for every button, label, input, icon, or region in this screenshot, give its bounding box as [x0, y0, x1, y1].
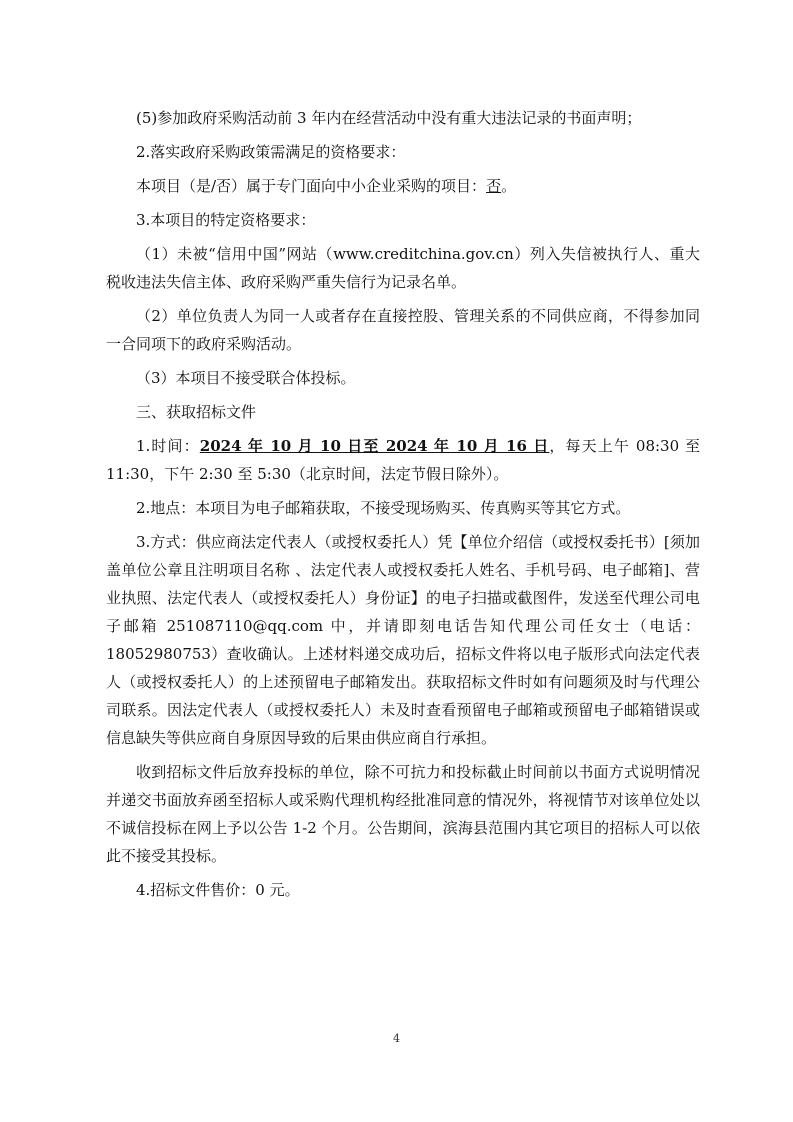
- paragraph-location: 2.地点：本项目为电子邮箱获取，不接受现场购买、传真购买等其它方式。: [136, 499, 631, 517]
- section-heading: 三、获取招标文件: [136, 403, 257, 421]
- paragraph-7: （3）本项目不接受联合体投标。: [136, 369, 356, 387]
- paragraph-2: 2.落实政府采购政策需满足的资格要求：: [136, 143, 406, 161]
- paragraph-5: （1）未被“信用中国”网站（www.creditchina.gov.cn）列入失信被执行人、重大税收违法失信主体、政府采购严重失信行为记录名单。: [106, 245, 700, 291]
- paragraph-method: 3.方式：供应商法定代表人（或授权委托人）凭【单位介绍信（或授权委托书）[须加盖单位公章且注明项目名称 、法定代表人或授权委托人姓名、手机号码、电子邮箱]、营业执照、法定代表人（或授权委托人）身份证】的电子扫描或截图件，发送至代理公司电子邮箱 251087110@qq.com 中，并请即刻电话告知代理公司任女士（电话：18052980753）查收确认。上述材料递交成功后，招标文件将以电子版形式向法定代表人（或授权委托人）的上述预留电子邮箱发出。获取招标文件时如有问题须及时与代理公司联系。因法定代表人（或授权委托人）未及时查看预留电子邮箱或预留电子邮箱错误或信息缺失等供应商自身原因导致的后果由供应商自行承担。: [106, 533, 700, 747]
- sme-answer: 否: [486, 177, 502, 195]
- time-suffix: ，每天上午 08:30 至 11:30，下午 2:30 至 5:30（北京时间，法定节假日除外）。: [106, 437, 701, 483]
- paragraph-3-suffix: 。: [501, 177, 517, 195]
- page-number: 4: [393, 1032, 400, 1045]
- date-range: 2024 年 10 月 10 日至 2024 年 10 月 16 日: [199, 437, 550, 455]
- paragraph-3-prefix: 本项目（是/否）属于专门面向中小企业采购的项目：: [136, 177, 487, 195]
- paragraph-4: 3.本项目的特定资格要求：: [136, 211, 316, 229]
- paragraph-6: （2）单位负责人为同一人或者存在直接控股、管理关系的不同供应商，不得参加同一合同项下的政府采购活动。: [106, 307, 700, 353]
- paragraph-3: [106, 172, 700, 200]
- paragraph-price: 4.招标文件售价：0 元。: [136, 881, 300, 899]
- time-prefix: 1.时间：: [136, 437, 200, 455]
- paragraph-abandon: 收到招标文件后放弃投标的单位，除不可抗力和投标截止时间前以书面方式说明情况并递交书面放弃函至招标人或采购代理机构经批准同意的情况外，将视情节对该单位处以不诚信投标在网上予以公告 1-2 个月。公告期间，滨海县范围内其它项目的招标人可以依此不接受其投标。: [106, 763, 700, 865]
- document-body: [106, 104, 700, 910]
- paragraph-1: (5)参加政府采购活动前 3 年内在经营活动中没有重大违法记录的书面声明；: [136, 109, 642, 127]
- paragraph-time: [106, 432, 700, 488]
